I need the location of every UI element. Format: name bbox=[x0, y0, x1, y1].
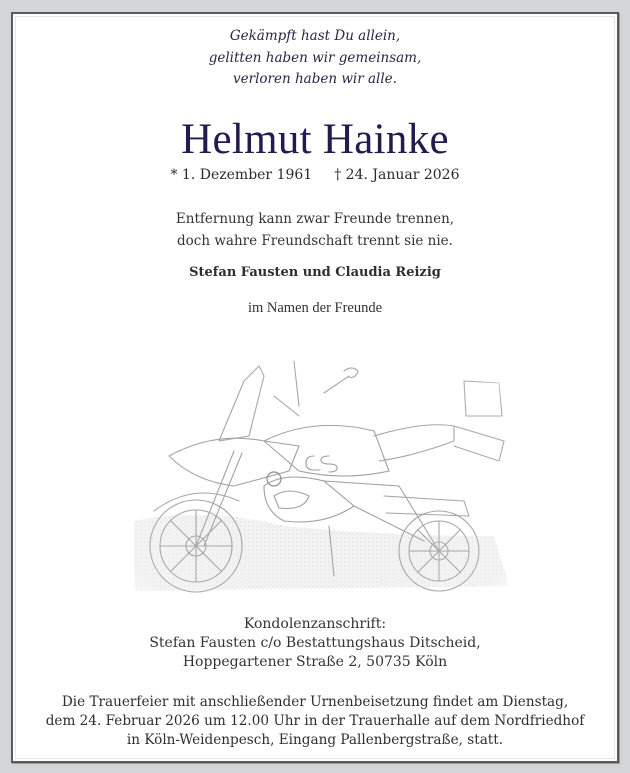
ceremony-info bbox=[16, 693, 614, 750]
ceremony-line: Die Trauerfeier mit anschließender Urnenbeisetzung findet am Dienstag, bbox=[61, 694, 569, 710]
motorcycle-sketch-image bbox=[124, 321, 516, 597]
condolence-line: Stefan Fausten c/o Bestattungshaus Ditscheid, bbox=[149, 635, 481, 651]
condolence-address bbox=[16, 615, 614, 672]
obituary-card bbox=[11, 12, 619, 763]
quote-line: Entfernung kann zwar Freunde trennen, bbox=[175, 211, 455, 227]
inner-border bbox=[15, 16, 615, 759]
poem-line: Gekämpft hast Du allein, bbox=[229, 28, 401, 44]
condolence-line: Hoppegartener Straße 2, 50735 Köln bbox=[182, 654, 448, 670]
friendship-quote bbox=[16, 209, 614, 252]
on-behalf-line: im Namen der Freunde bbox=[247, 300, 383, 316]
signers: Stefan Fausten und Claudia Reizig bbox=[189, 265, 441, 280]
life-dates bbox=[16, 165, 614, 185]
condolence-heading: Kondolenzanschrift: bbox=[243, 616, 387, 632]
deceased-name: Helmut Hainke bbox=[181, 116, 449, 163]
birth-date: * 1. Dezember 1961 bbox=[170, 167, 313, 183]
death-date: † 24. Januar 2026 bbox=[334, 167, 460, 183]
poem bbox=[16, 26, 614, 91]
ceremony-line: dem 24. Februar 2026 um 12.00 Uhr in der Trauerhalle auf dem Nordfriedhof bbox=[45, 713, 585, 729]
poem-line: gelitten haben wir gemeinsam, bbox=[208, 49, 422, 66]
poem-line: verloren haben wir alle. bbox=[233, 71, 397, 87]
quote-line: doch wahre Freundschaft trennt sie nie. bbox=[177, 232, 453, 249]
ceremony-line: in Köln-Weidenpesch, Eingang Pallenbergstraße, statt. bbox=[126, 732, 504, 748]
